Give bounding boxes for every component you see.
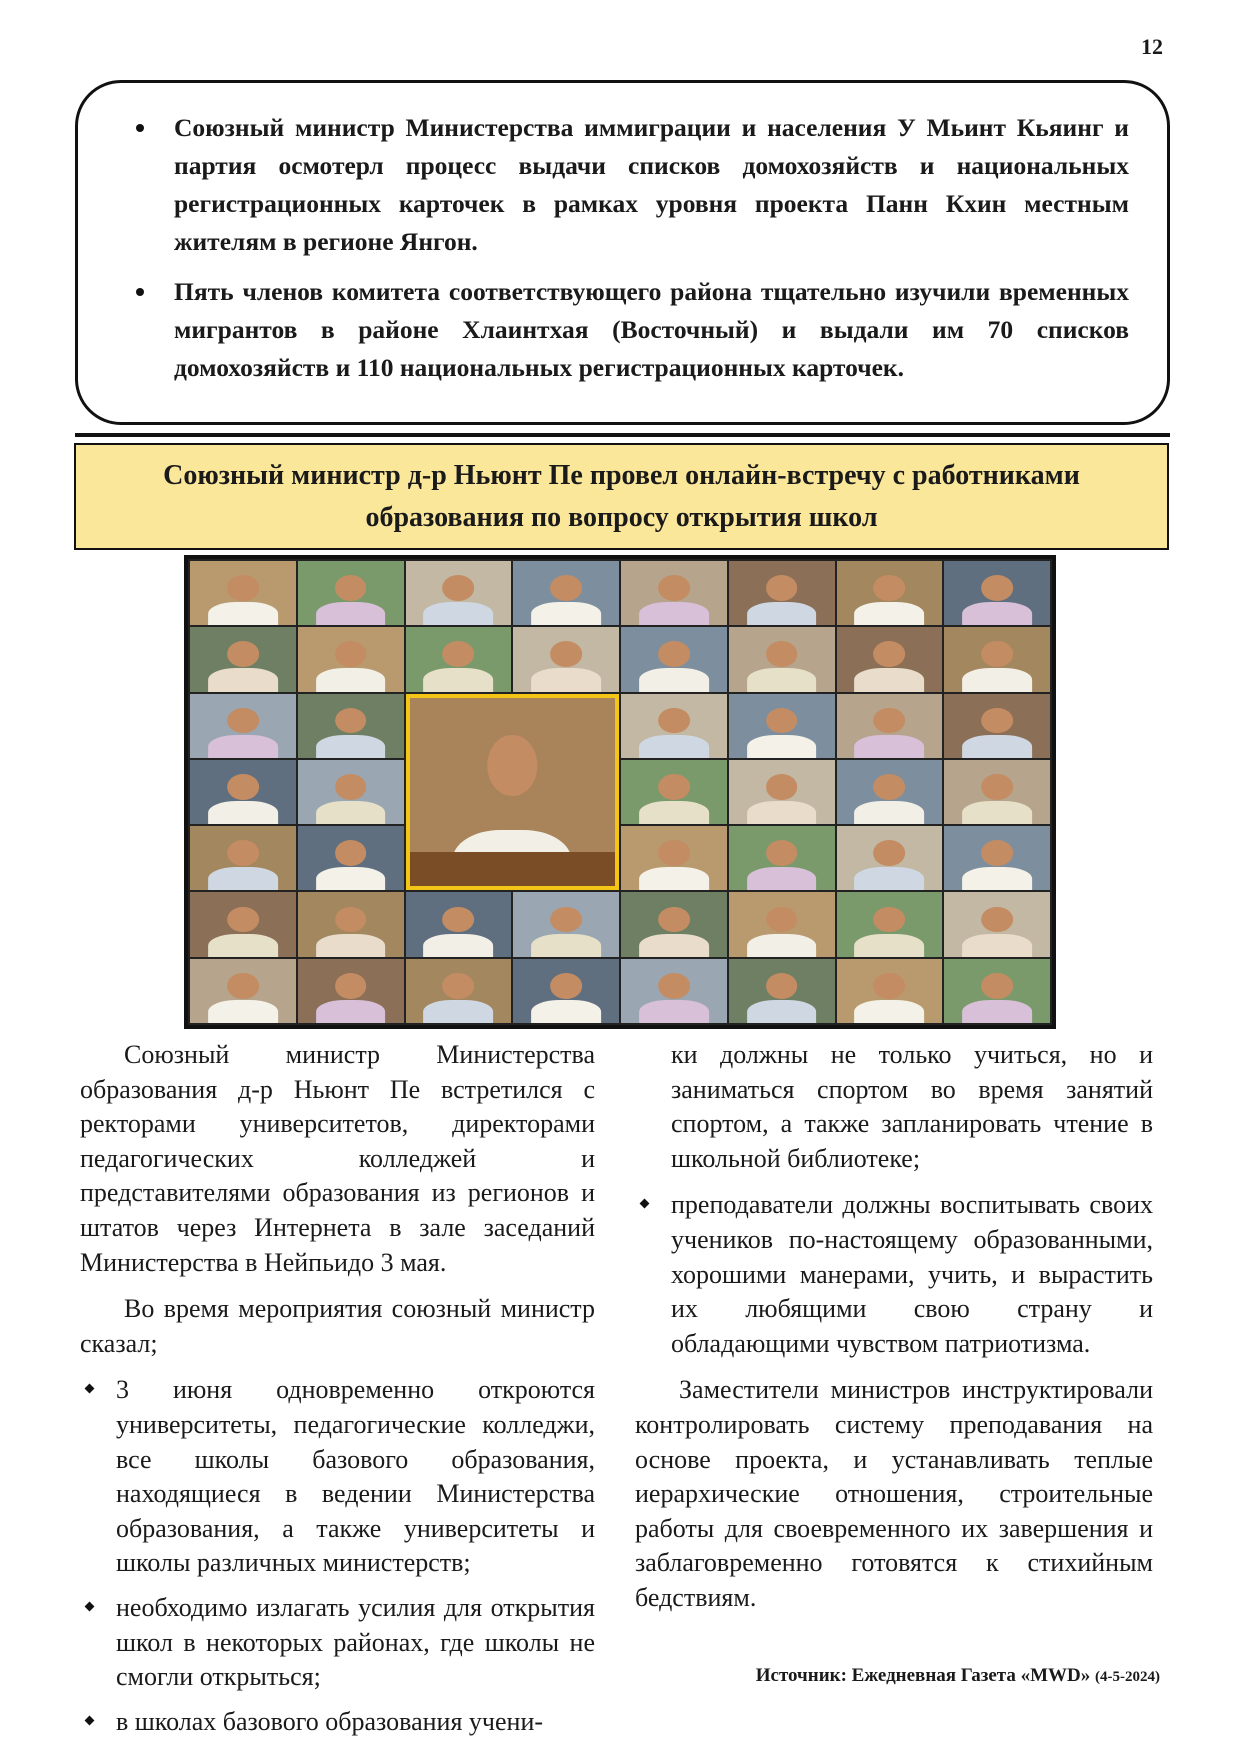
article-closing: Заместители министров инструктировали контролировать систему преподавания на основе проекта, и устанавливать теплые иерархические отношения, строительные работы для своевременного их завершения и заблаговременно готовятся к стихийным бедствиям. [635,1375,1153,1612]
participant-tile [298,892,404,956]
participant-tile [837,627,943,691]
minister-statements-list-continued [635,1188,1153,1361]
participant-tile [406,892,512,956]
participant-tile [298,694,404,758]
statement-text: 3 июня одновременно откроются университеты, педагогические колледжи, все школы базового образования, находящиеся в ведении Министерства образования, а также университеты и школы различных министерств; [116,1375,595,1578]
participant-tile [837,694,943,758]
statement-item [80,1705,595,1740]
participant-tile [621,959,727,1023]
participant-tile [944,561,1050,625]
participant-tile [944,694,1050,758]
participant-tile [837,826,943,890]
statement-text: преподаватели должны воспитывать своих учеников по-настоящему образованными, хорошими манерами, учить, и вырастить их любящими свою страну и обладающими чувством патриотизма. [671,1190,1153,1358]
participant-tile [190,826,296,890]
article-headline: Союзный министр д-р Ньюнт Пе провел онлайн-встречу с работниками образования по вопросу открытия школ [74,443,1169,550]
participant-tile [837,760,943,824]
participant-tile [944,826,1050,890]
participant-tile [190,760,296,824]
participant-tile [190,959,296,1023]
article-left-column [80,1038,595,1751]
participant-tile [944,627,1050,691]
summary-item-text: Пять членов комитета соответствующего района тщательно изучили временных мигрантов в районе Хлаинтхая (Восточный) и выдали им 70 списков домохозяйств и 110 национальных регистрационных карточек. [174,277,1129,382]
article-lead: Во время мероприятия союзный министр сказал; [80,1294,595,1358]
participant-tile [190,627,296,691]
participant-tile [406,561,512,625]
summary-item [118,109,1129,261]
participant-tile [837,959,943,1023]
statement-text: в школах базового образования учени- [116,1706,544,1736]
participant-tile [298,760,404,824]
statement-continuation: ки должны не только учиться, но и заниматься спортом во время занятий спортом, а также запланировать чтение в школьной библиотеке; [671,1040,1153,1173]
diamond-bullet-icon [85,1715,95,1725]
participant-tile [729,627,835,691]
participant-tile [944,760,1050,824]
participant-tile [298,561,404,625]
participant-tile [944,892,1050,956]
page-number: 12 [1141,34,1163,59]
participant-tile [190,694,296,758]
summary-list [118,109,1129,387]
participant-tile [837,892,943,956]
bullet-dot-icon [136,288,144,296]
participant-tile [729,760,835,824]
participant-tile [621,561,727,625]
participant-tile [513,561,619,625]
statement-item [80,1373,595,1581]
participant-tile [406,627,512,691]
minister-statements-list [80,1373,595,1739]
participant-tile [621,627,727,691]
statement-item [635,1188,1153,1361]
statement-text: необходимо излагать усилия для открытия школ в некоторых районах, где школы не смогли открыться; [116,1592,595,1692]
diamond-bullet-icon [640,1199,650,1209]
participant-tile [513,892,619,956]
participant-tile [298,627,404,691]
bullet-dot-icon [136,124,144,132]
source-citation [756,1665,1160,1687]
participant-tile [729,561,835,625]
participant-tile [513,627,619,691]
article-intro: Союзный министр Министерства образования д-р Ньюнт Пе встретился с ректорами университетов, директорами педагогических колледжей и представителями образования из регионов и штатов через Интернета в зале заседаний Министерства в Нейпьидо 3 мая. [80,1040,595,1277]
participant-tile [621,694,727,758]
participant-tile [406,959,512,1023]
featured-speaker-tile [406,694,620,891]
participant-tile [944,959,1050,1023]
section-divider [75,433,1170,437]
participant-tile [837,561,943,625]
participant-tile [729,959,835,1023]
diamond-bullet-icon [85,1384,95,1394]
participant-tile [190,561,296,625]
statement-item [80,1591,595,1695]
summary-item-text: Союзный министр Министерства иммиграции и населения У Мьинт Кьяинг и партия осмотерл процесс выдачи списков домохозяйств и национальных регистрационных карточек в рамках уровня проекта Панн Кхин местным жителям в регионе Янгон. [174,113,1129,256]
participant-tile [729,892,835,956]
participant-tile [621,826,727,890]
participant-tile [298,826,404,890]
source-date: (4-5-2024) [1095,1669,1160,1685]
participant-tile [621,892,727,956]
participant-tile [298,959,404,1023]
participant-tile [621,760,727,824]
participant-tile [513,959,619,1023]
article-right-column [635,1038,1153,1628]
participant-tile [190,892,296,956]
summary-item [118,273,1129,387]
participant-tile [729,694,835,758]
diamond-bullet-icon [85,1601,95,1611]
participant-tile [729,826,835,890]
source-label: Источник: Ежедневная Газета «MWD» [755,1665,1091,1686]
summary-box [75,80,1170,425]
video-conference-photo [184,555,1056,1029]
